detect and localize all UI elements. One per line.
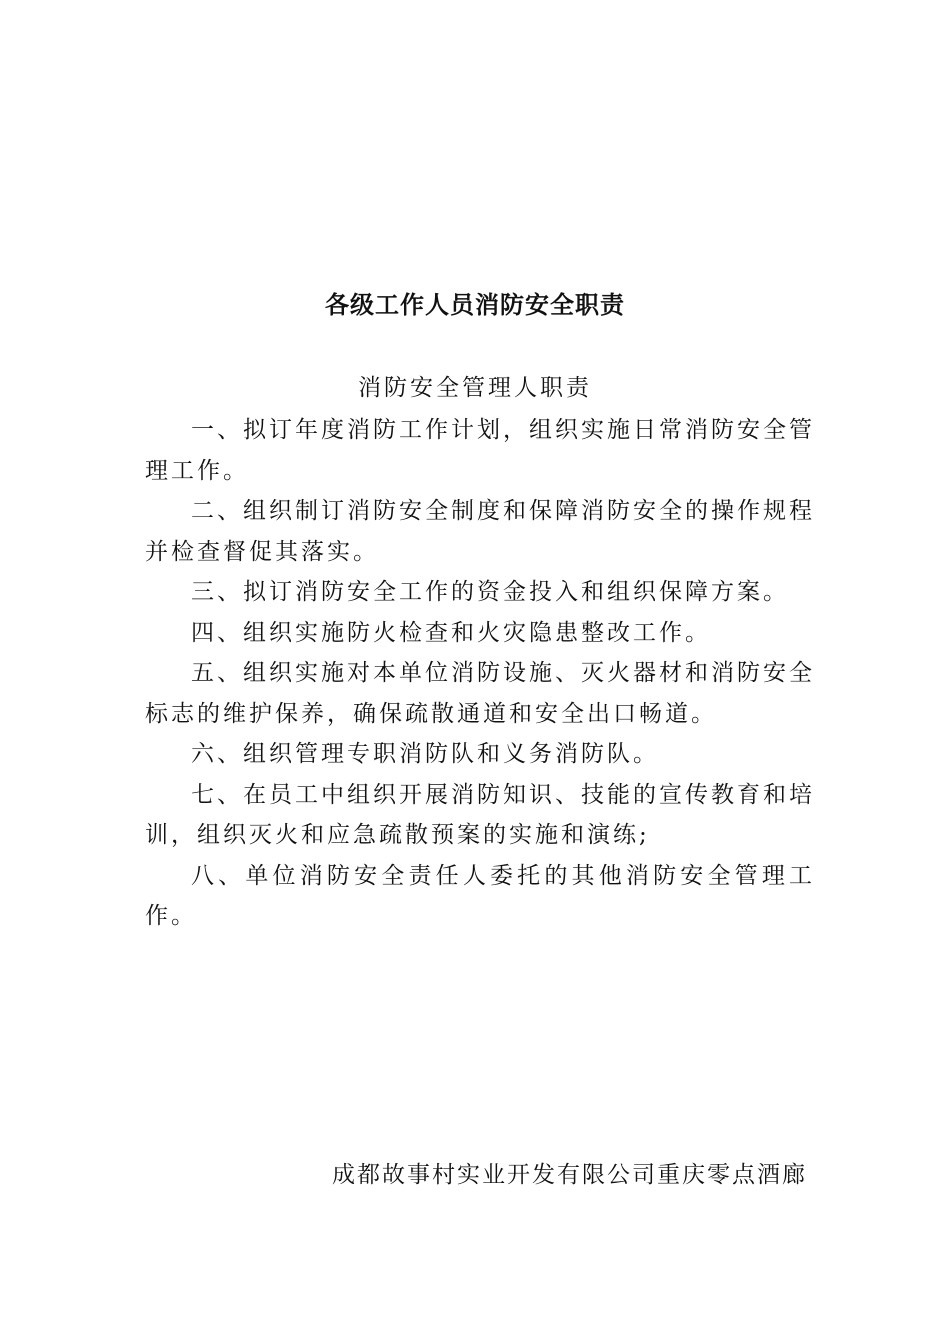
duty-item-3: 三、拟订消防安全工作的资金投入和组织保障方案。 — [191, 579, 789, 605]
document-title: 各级工作人员消防安全职责 — [325, 291, 625, 319]
company-signature: 成都故事村实业开发有限公司重庆零点酒廊 — [332, 1162, 807, 1188]
duty-item-4: 四、组织实施防火检查和火灾隐患整改工作。 — [191, 619, 711, 646]
duty-item-5: 五、组织实施对本单位消防设施、灭火器材和消防安全标志的维护保养，确保疏散通道和安全出口畅道。 — [145, 660, 815, 727]
document-body — [145, 410, 815, 937]
duty-item-2: 二、组织制订消防安全制度和保障消防安全的操作规程并检查督促其落实。 — [145, 498, 815, 565]
section-title: 消防安全管理人职责 — [358, 375, 592, 401]
duty-item-8: 八、单位消防安全责任人委托的其他消防安全管理工作。 — [145, 862, 815, 929]
duty-item-1: 一、拟订年度消防工作计划，组织实施日常消防安全管理工作。 — [145, 417, 815, 484]
duty-item-7: 七、在员工中组织开展消防知识、技能的宣传教育和培训，组织灭火和应急疏散预案的实施和演练; — [145, 781, 815, 848]
duty-item-6: 六、组织管理专职消防队和义务消防队。 — [191, 741, 659, 767]
